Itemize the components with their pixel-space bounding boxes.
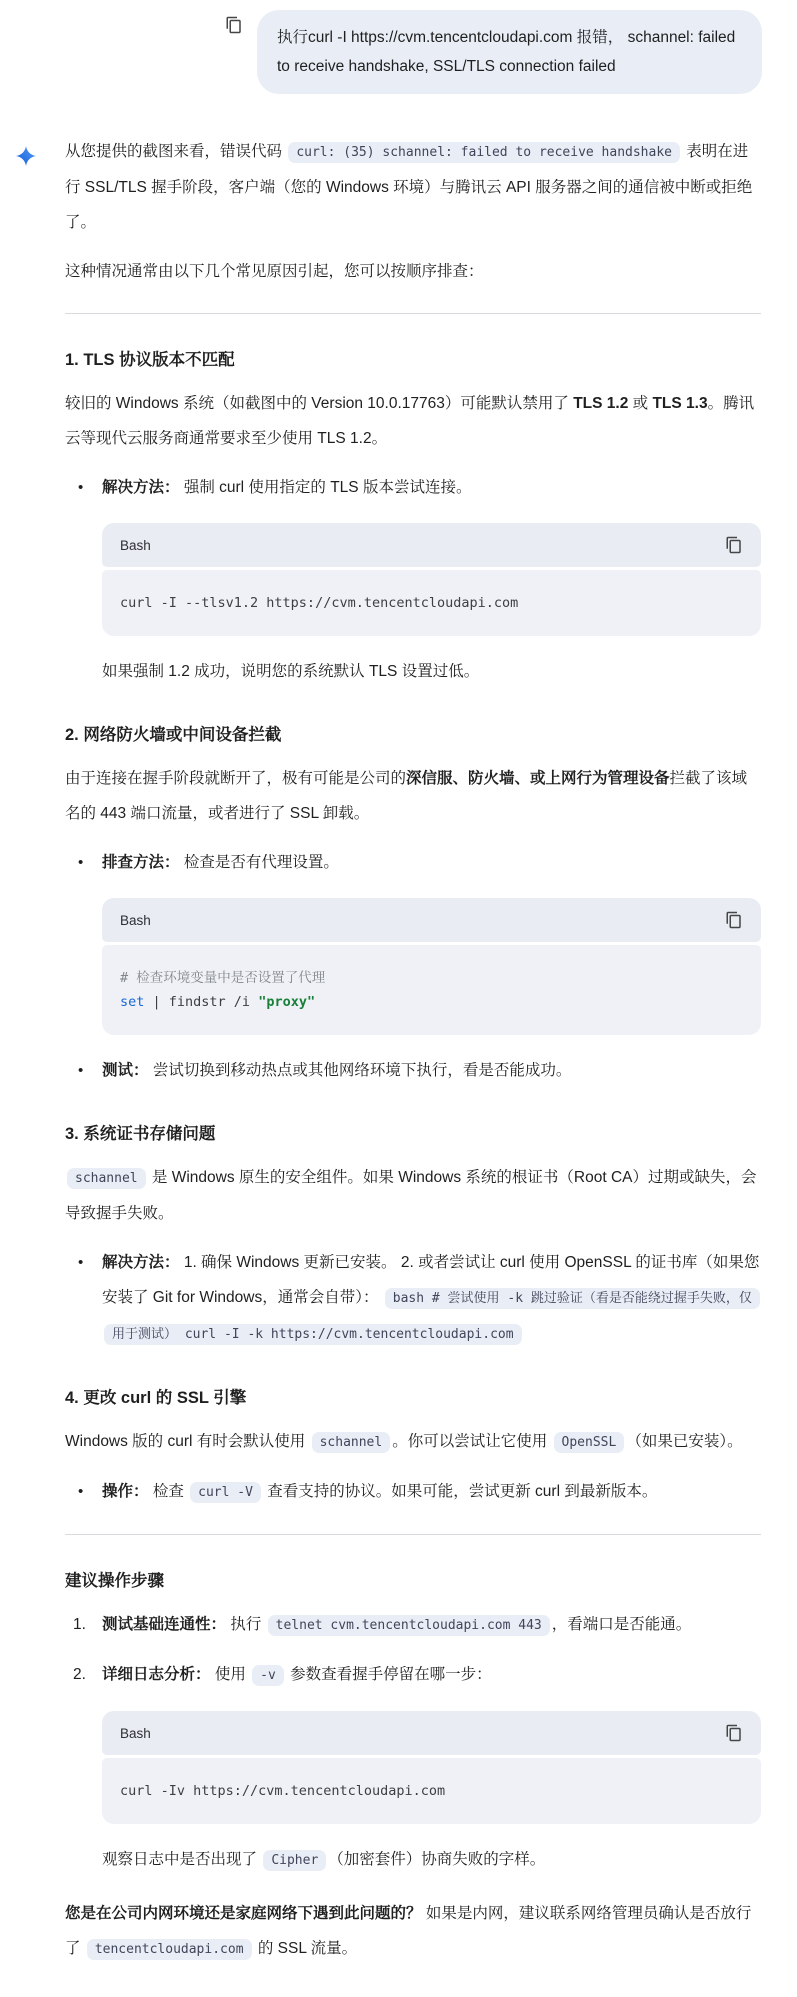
code-block-tls <box>102 523 761 636</box>
intro-text-a: 从您提供的截图来看，错误代码 <box>65 143 287 160</box>
final-question-bold: 您是在公司内网环境还是家庭网络下遇到此问题的？ <box>65 1905 422 1922</box>
inline-code-telnet: telnet cvm.tencentcloudapi.com 443 <box>268 1615 550 1636</box>
final-text-b: 的 SSL 流量。 <box>253 1940 358 1957</box>
bullet-label: 解决方法： <box>102 1254 180 1271</box>
code-language-label: Bash <box>120 912 151 928</box>
divider <box>65 313 761 314</box>
section3-title: 3. 系统证书存储问题 <box>65 1125 216 1143</box>
section3-list <box>65 1245 761 1352</box>
list-item <box>65 1245 761 1352</box>
user-message-text: 执行curl -I https://cvm.tencentcloudapi.com 报错， schannel: failed to receive handshake, SSL/TLS connection failed <box>277 29 736 75</box>
user-message-bubble <box>257 10 762 94</box>
steps-note-a: 观察日志中是否出现了 <box>102 1851 262 1868</box>
inline-code-cipher: Cipher <box>263 1850 326 1871</box>
code-block-proxy <box>102 898 761 1035</box>
copy-icon <box>225 22 243 37</box>
inline-code-verbose-flag: -v <box>252 1665 284 1686</box>
intro-text-b: 表明在进行 SSL/TLS 握手阶段，客户端（您的 Windows 环境）与腾讯云 API 服务器之间的通信被中断或拒绝了。 <box>65 143 753 231</box>
inline-code-openssl: OpenSSL <box>554 1432 625 1453</box>
code-block-header <box>102 523 761 567</box>
inline-code-schannel2: schannel <box>312 1432 391 1453</box>
code-block-verbose <box>102 1711 761 1824</box>
steps-note <box>102 1842 761 1878</box>
bullet-text-b: 查看支持的协议。如果可能，尝试更新 curl 到最新版本。 <box>262 1483 658 1500</box>
intro-paragraph <box>65 134 761 240</box>
user-message-row <box>0 10 797 94</box>
inline-code-domain: tencentcloudapi.com <box>87 1939 252 1960</box>
bullet-label: 排查方法： <box>102 854 180 871</box>
bullet-text: 1. 确保 Windows 更新已安装。 2. 或者尝试让 curl 使用 OpenSSL 的证书库（如果您安装了 Git for Windows，通常会自带）： <box>102 1254 760 1306</box>
list-number: 1. <box>73 1616 86 1633</box>
bullet-text: 检查 <box>148 1483 189 1500</box>
steps-note-b: （加密套件）协商失败的字样。 <box>328 1851 546 1868</box>
copy-icon <box>725 917 743 932</box>
section1-note: 如果强制 1.2 成功，说明您的系统默认 TLS 设置过低。 <box>102 663 480 680</box>
section2-body <box>65 761 761 831</box>
list-item <box>65 470 761 689</box>
step-text-b: 参数查看握手停留在哪一步： <box>285 1666 492 1683</box>
code-block-header <box>102 1711 761 1755</box>
steps-title: 建议操作步骤 <box>65 1572 164 1590</box>
section1-bold-tls12: TLS 1.2 <box>573 395 629 412</box>
code-block-header <box>102 898 761 942</box>
copy-icon <box>725 1730 743 1745</box>
step-text-b: ，看端口是否能通。 <box>551 1616 692 1633</box>
step-text-a: 执行 <box>226 1616 266 1633</box>
list-item <box>65 1053 761 1088</box>
section1-body-c: 。腾讯云等现代云服务商通常要求至少使用 TLS 1.2。 <box>65 395 755 447</box>
steps-list <box>65 1607 761 1878</box>
code-block-body <box>102 945 761 1035</box>
step-text-a: 使用 <box>210 1666 251 1683</box>
code-copy-button[interactable] <box>719 905 749 935</box>
assistant-response-row <box>0 134 797 1981</box>
section1-list <box>65 470 761 689</box>
list-item <box>65 1657 761 1878</box>
section1-bold-tls13: TLS 1.3 <box>652 395 708 412</box>
gemini-sparkle-icon <box>15 134 41 1981</box>
list-item <box>65 845 761 1035</box>
code-line: curl -I --tlsv1.2 https://cvm.tencentcloudapi.com <box>120 595 519 611</box>
code-mid: | findstr /i <box>144 994 259 1010</box>
bullet-text: 强制 curl 使用指定的 TLS 版本尝试连接。 <box>179 479 472 496</box>
bullet-label: 测试： <box>102 1062 149 1079</box>
list-item <box>65 1474 761 1510</box>
section2-bold-devices: 深信服、防火墙、或上网行为管理设备 <box>406 770 670 787</box>
intro2-paragraph: 这种情况通常由以下几个常见原因引起，您可以按顺序排查： <box>65 263 484 280</box>
section4-body-b: 。你可以尝试让它使用 <box>392 1433 552 1450</box>
code-keyword: set <box>120 994 145 1010</box>
code-block-body <box>102 1758 761 1824</box>
bullet-text: 检查是否有代理设置。 <box>179 854 339 871</box>
code-line: curl -Iv https://cvm.tencentcloudapi.com <box>120 1783 446 1799</box>
section4-body <box>65 1424 761 1460</box>
code-language-label: Bash <box>120 1725 151 1741</box>
section2-body-c: 拦截了该域名的 443 端口流量，或者进行了 SSL 卸载。 <box>65 770 748 822</box>
final-paragraph <box>65 1896 761 1967</box>
section4-body-c: （如果已安装）。 <box>626 1433 743 1450</box>
section2-title: 2. 网络防火墙或中间设备拦截 <box>65 726 282 744</box>
section1-title: 1. TLS 协议版本不匹配 <box>65 351 235 369</box>
code-copy-button[interactable] <box>719 530 749 560</box>
list-number: 2. <box>73 1666 86 1683</box>
user-message-copy-button[interactable] <box>221 12 247 38</box>
section2-body-a: 由于连接在握手阶段就断开了，极有可能是公司的 <box>65 770 407 787</box>
code-string: "proxy" <box>258 994 316 1010</box>
section3-body <box>65 1160 761 1231</box>
section4-body-a: Windows 版的 curl 有时会默认使用 <box>65 1433 310 1450</box>
code-comment-line: # 检查环境变量中是否设置了代理 <box>120 970 326 986</box>
copy-icon <box>725 542 743 557</box>
section4-list <box>65 1474 761 1510</box>
section3-body-a: 是 Windows 原生的安全组件。如果 Windows 系统的根证书（Root CA）过期或缺失，会导致握手失败。 <box>65 1169 757 1222</box>
code-block-body <box>102 570 761 636</box>
bullet-label: 解决方法： <box>102 479 180 496</box>
inline-code-skip-verify: bash # 尝试使用 -k 跳过验证（看是否能绕过握手失败，仅用于测试） curl -I -k https://cvm.tencentcloudapi.com <box>104 1288 760 1345</box>
bullet-label: 操作： <box>102 1483 149 1500</box>
step-label: 详细日志分析： <box>102 1666 211 1683</box>
step-label: 测试基础连通性： <box>102 1616 227 1633</box>
section1-body <box>65 386 761 456</box>
section4-title: 4. 更改 curl 的 SSL 引擎 <box>65 1389 247 1407</box>
code-language-label: Bash <box>120 537 151 553</box>
section2-list <box>65 845 761 1088</box>
section1-body-a: 较旧的 Windows 系统（如截图中的 Version 10.0.17763）可能默认禁用了 <box>65 395 574 412</box>
bullet-text: 尝试切换到移动热点或其他网络环境下执行，看是否能成功。 <box>148 1062 572 1079</box>
inline-code-error: curl: (35) schannel: failed to receive handshake <box>288 142 680 163</box>
assistant-response-content <box>65 134 761 1981</box>
inline-code-curl-v: curl -V <box>190 1482 261 1503</box>
final-text-a: 如果是内网，建议联系网络管理员确认是否放行了 <box>65 1905 752 1957</box>
list-item <box>65 1607 761 1643</box>
divider <box>65 1534 761 1535</box>
section1-body-m: 或 <box>628 395 653 412</box>
code-copy-button[interactable] <box>719 1718 749 1748</box>
inline-code-schannel: schannel <box>67 1168 146 1189</box>
